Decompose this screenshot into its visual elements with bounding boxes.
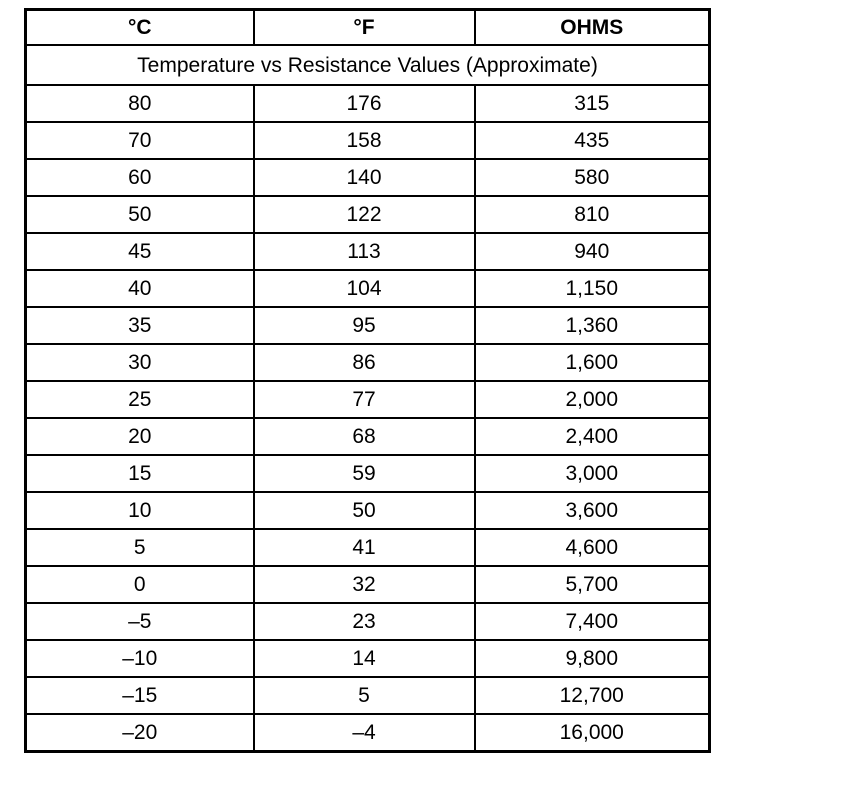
header-row (26, 10, 710, 46)
cell-celsius: 80 (26, 85, 254, 122)
cell-celsius: 30 (26, 344, 254, 381)
temperature-resistance-table-container (24, 8, 708, 753)
cell-celsius: 45 (26, 233, 254, 270)
cell-celsius: 0 (26, 566, 254, 603)
cell-ohms: 810 (475, 196, 710, 233)
cell-ohms: 12,700 (475, 677, 710, 714)
cell-ohms: 1,150 (475, 270, 710, 307)
table-row (26, 381, 710, 418)
cell-fahrenheit: 77 (254, 381, 475, 418)
cell-ohms: 1,360 (475, 307, 710, 344)
cell-ohms: 2,000 (475, 381, 710, 418)
cell-ohms: 3,600 (475, 492, 710, 529)
caption-row (26, 45, 710, 85)
cell-celsius: 70 (26, 122, 254, 159)
cell-fahrenheit: 68 (254, 418, 475, 455)
cell-ohms: 2,400 (475, 418, 710, 455)
cell-ohms: 580 (475, 159, 710, 196)
table-body (26, 45, 710, 752)
cell-ohms: 9,800 (475, 640, 710, 677)
cell-celsius: 50 (26, 196, 254, 233)
cell-fahrenheit: 158 (254, 122, 475, 159)
cell-ohms: 315 (475, 85, 710, 122)
table-row (26, 677, 710, 714)
table-row (26, 159, 710, 196)
header-ohms: OHMS (475, 10, 710, 46)
header-fahrenheit: °F (254, 10, 475, 46)
cell-fahrenheit: 5 (254, 677, 475, 714)
cell-ohms: 1,600 (475, 344, 710, 381)
cell-fahrenheit: 14 (254, 640, 475, 677)
table-row (26, 270, 710, 307)
table-row (26, 344, 710, 381)
cell-ohms: 7,400 (475, 603, 710, 640)
cell-celsius: 5 (26, 529, 254, 566)
cell-fahrenheit: 59 (254, 455, 475, 492)
cell-celsius: 20 (26, 418, 254, 455)
cell-fahrenheit: 113 (254, 233, 475, 270)
cell-celsius: –10 (26, 640, 254, 677)
temperature-resistance-table (24, 8, 711, 753)
table-row (26, 603, 710, 640)
cell-fahrenheit: 41 (254, 529, 475, 566)
header-celsius: °C (26, 10, 254, 46)
cell-celsius: 10 (26, 492, 254, 529)
cell-fahrenheit: 176 (254, 85, 475, 122)
cell-celsius: –20 (26, 714, 254, 752)
cell-celsius: 25 (26, 381, 254, 418)
cell-fahrenheit: 95 (254, 307, 475, 344)
cell-celsius: 60 (26, 159, 254, 196)
table-row (26, 640, 710, 677)
cell-ohms: 5,700 (475, 566, 710, 603)
table-caption: Temperature vs Resistance Values (Approximate) (26, 45, 710, 85)
cell-ohms: 435 (475, 122, 710, 159)
cell-celsius: 15 (26, 455, 254, 492)
table-row (26, 85, 710, 122)
table-row (26, 196, 710, 233)
cell-fahrenheit: 23 (254, 603, 475, 640)
table-row (26, 418, 710, 455)
cell-ohms: 16,000 (475, 714, 710, 752)
table-row (26, 714, 710, 752)
cell-fahrenheit: 140 (254, 159, 475, 196)
cell-fahrenheit: –4 (254, 714, 475, 752)
cell-celsius: 40 (26, 270, 254, 307)
cell-fahrenheit: 50 (254, 492, 475, 529)
cell-celsius: –15 (26, 677, 254, 714)
cell-celsius: 35 (26, 307, 254, 344)
cell-fahrenheit: 122 (254, 196, 475, 233)
cell-fahrenheit: 86 (254, 344, 475, 381)
cell-ohms: 3,000 (475, 455, 710, 492)
table-row (26, 307, 710, 344)
table-row (26, 492, 710, 529)
table-row (26, 455, 710, 492)
table-row (26, 233, 710, 270)
cell-fahrenheit: 104 (254, 270, 475, 307)
table-row (26, 122, 710, 159)
table-row (26, 529, 710, 566)
cell-ohms: 4,600 (475, 529, 710, 566)
table-row (26, 566, 710, 603)
cell-fahrenheit: 32 (254, 566, 475, 603)
cell-celsius: –5 (26, 603, 254, 640)
cell-ohms: 940 (475, 233, 710, 270)
